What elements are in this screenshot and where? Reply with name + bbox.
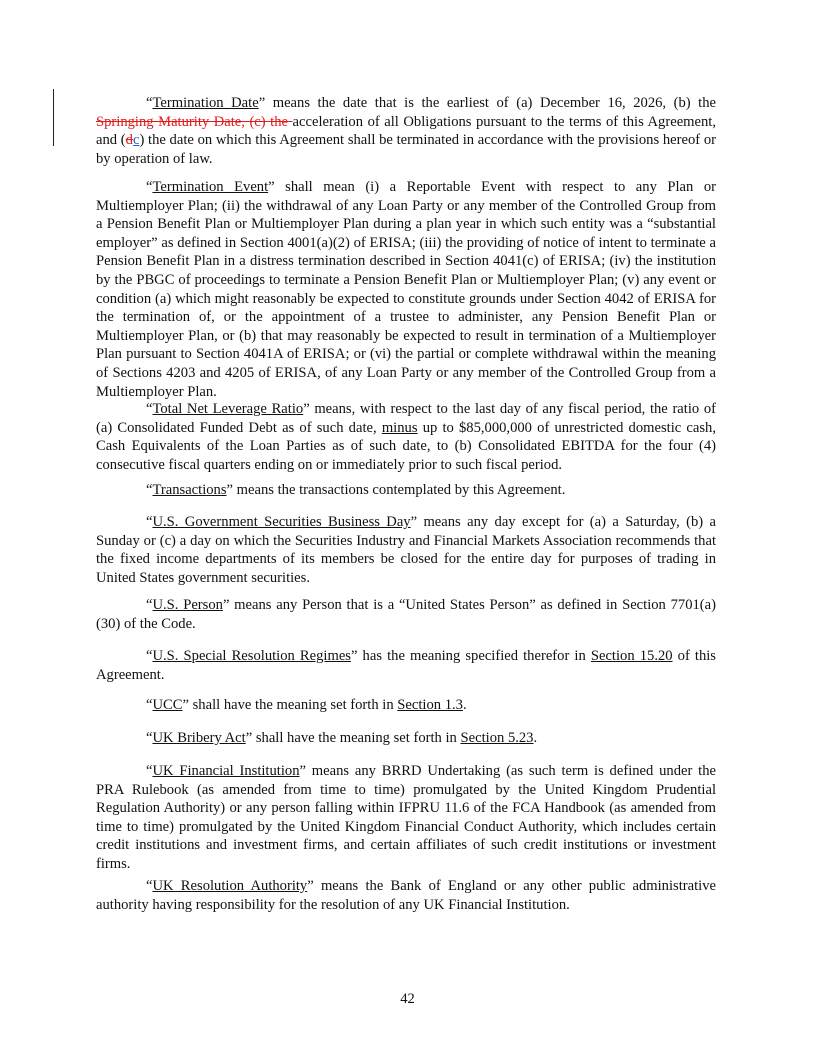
defined-term: U.S. Government Securities Business Day	[152, 514, 411, 530]
defined-term: Termination Date	[152, 95, 259, 111]
deleted-text: Springing Maturity Date, (c) the	[96, 113, 293, 130]
definition-termination-event: “Termination Event” shall mean (i) a Reportable Event with respect to any Plan or Multiemployer Plan; (ii) the withdrawal of any Loan Party or any member of the Controlled Group from a Pension Benefit Plan or Multiemployer Plan during a plan year in which such entity was a “substantial employer” as defined in Section 4001(a)(2) of ERISA; (iii) the providing of notice of intent to terminate a Pension Benefit Plan in a distress termination described in Section 4041(c) of ERISA; (iv) the institution by the PBGC of proceedings to terminate a Pension Benefit Plan or Multiemployer Plan; (v) any event or condition (a) which might reasonably be expected to constitute grounds under Section 4042 of ERISA for the termination of, or the appointment of a trustee to administer, any Pension Benefit Plan or Multiemployer Plan, or (b) that may reasonably be expected to result in termination of a Multiemployer Plan pursuant to Section 4041A of ERISA; or (vi) the partial or complete withdrawal within the meaning of Sections 4203 and 4205 of ERISA, of any Loan Party or any member of the Controlled Group from a Multiemployer Plan.	[96, 179, 716, 400]
defined-term: UK Resolution Authority	[152, 878, 308, 894]
section-reference: Section 15.20	[590, 648, 673, 664]
definition-us-government-securities-business-day: “U.S. Government Securities Business Day” means any day except for (a) a Saturday, (b) a Sunday or (c) a day on which the Securities Industry and Financial Markets Association recommends that the fixed income departments of its members be closed for the entire day for purposes of trading in United States government securities.	[96, 514, 716, 586]
deleted-letter: d	[125, 132, 133, 149]
inserted-letter: c	[132, 132, 140, 149]
defined-term: UK Bribery Act	[152, 730, 246, 746]
definition-uk-financial-institution: “UK Financial Institution” means any BRRD Undertaking (as such term is defined under the PRA Rulebook (as amended from time to time) promulgated by the United Kingdom Prudential Regulation Authority) or any person falling within IFPRU 11.6 of the FCA Handbook (as amended from time to time) promulgated by the United Kingdom Financial Conduct Authority, which includes certain credit institutions and investment firms, and certain affiliates of such credit institutions or investment firms.	[96, 763, 716, 872]
definition-ucc: “UCC” shall have the meaning set forth in Section 1.3.	[146, 697, 467, 713]
definition-us-special-resolution-regimes: “U.S. Special Resolution Regimes” has the meaning specified therefor in Section 15.20 of this Agreement.	[96, 648, 716, 683]
defined-term: Total Net Leverage Ratio	[152, 401, 304, 417]
definition-uk-resolution-authority: “UK Resolution Authority” means the Bank of England or any other public administrative authority having responsibility for the resolution of any UK Financial Institution.	[96, 878, 716, 913]
section-reference: Section 1.3	[397, 697, 463, 713]
defined-term: UK Financial Institution	[152, 763, 300, 779]
definition-uk-bribery-act: “UK Bribery Act” shall have the meaning set forth in Section 5.23.	[146, 730, 538, 746]
definition-total-net-leverage-ratio: “Total Net Leverage Ratio” means, with respect to the last day of any fiscal period, the ratio of (a) Consolidated Funded Debt as of such date, minus up to $85,000,000 of unrestricted domestic cash, Cash Equivalents of the Loan Parties as of such date, to (b) Consolidated EBITDA for the four (4) consecutive fiscal quarters ending on or immediately prior to such fiscal period.	[96, 401, 716, 473]
definition-us-person: “U.S. Person” means any Person that is a “United States Person” as defined in Section 7701(a)(30) of the Code.	[96, 597, 717, 632]
defined-term: Termination Event	[152, 179, 269, 195]
definition-termination-date: “Termination Date” means the date that is the earliest of (a) December 16, 2026, (b) the Springing Maturity Date, (c) the acceleration of all Obligations pursuant to the terms of this Agreement, and (dc) the date on which this Agreement shall be terminated in accordance with the provisions hereof or by operation of law.	[96, 95, 717, 167]
section-reference: Section 5.23	[460, 730, 534, 746]
minus-term: minus	[381, 419, 418, 436]
revision-change-bar	[53, 89, 54, 146]
definition-transactions: “Transactions” means the transactions contemplated by this Agreement.	[146, 482, 566, 498]
defined-term: U.S. Person	[152, 597, 223, 613]
defined-term: UCC	[152, 697, 183, 713]
defined-term: U.S. Special Resolution Regimes	[152, 648, 351, 664]
page-number: 42	[400, 991, 415, 1007]
defined-term: Transactions	[152, 482, 227, 498]
